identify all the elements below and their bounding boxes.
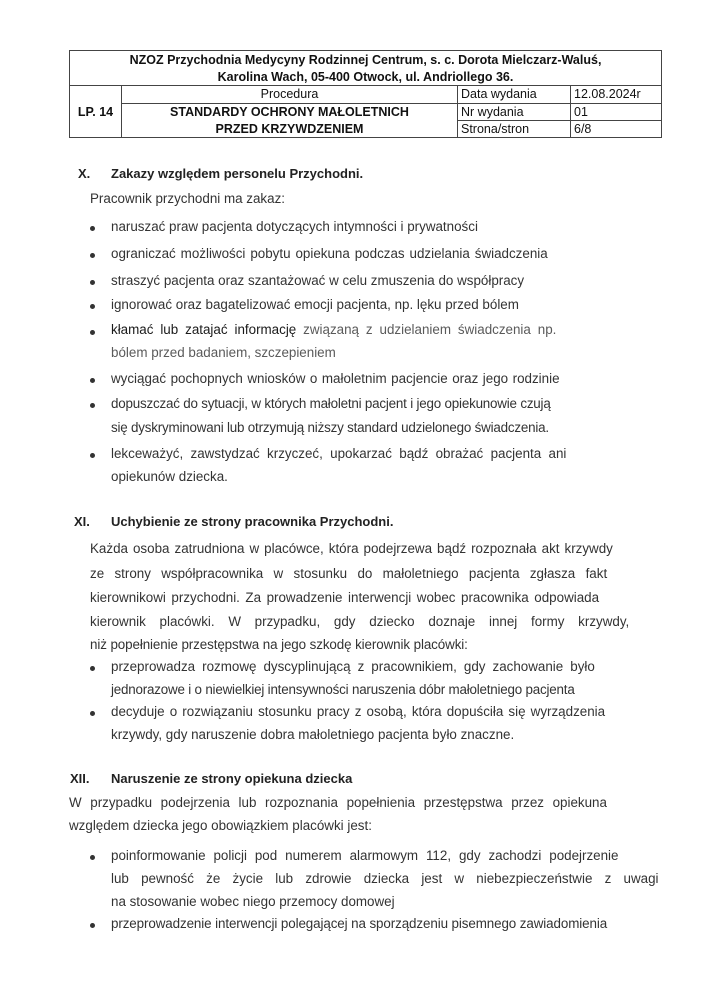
document-header-table: [69, 50, 662, 138]
list-item: poinformowanie policji pod numerem alarmowym 112, gdy zachodzi podejrzenie: [111, 848, 619, 863]
paragraph-line: Każda osoba zatrudniona w placówce, która podejrzewa bądź rozpoznała akt krzywdy: [90, 541, 613, 556]
list-item-continuation: się dyskryminowani lub otrzymują niższy standard udzielonego świadczenia.: [111, 420, 549, 435]
paragraph-line: niż popełnienie przestępstwa na jego szkodę kierownik placówki:: [90, 637, 468, 652]
list-item: przeprowadza rozmowę dyscyplinującą z pracownikiem, gdy zachowanie było: [111, 659, 595, 674]
list-item-continuation: krzywdy, gdy naruszenie dobra małoletniego pacjenta było znaczne.: [111, 727, 515, 742]
list-item: dopuszczać do sytuacji, w których małoletni pacjent i jego opiekunowie czują: [111, 396, 551, 411]
bullet-icon: [90, 855, 96, 861]
list-item: ignorować oraz bagatelizować emocji pacjenta, np. lęku przed bólem: [111, 297, 519, 312]
org-line-2: Karolina Wach, 05-400 Otwock, ul. Andriollego 36.: [217, 70, 514, 84]
bullet-icon: [90, 253, 96, 259]
title-line-2: PRZED KRZYWDZENIEM: [215, 122, 364, 136]
section-number: XII.: [70, 771, 90, 786]
section-intro: Pracownik przychodni ma zakaz:: [90, 191, 285, 206]
list-item-continuation: lub pewność że życie lub zdrowie dziecka jest w niebezpieczeństwie z uwagi: [111, 871, 659, 886]
paragraph-line: względem dziecka jego obowiązkiem placówki jest:: [69, 818, 372, 833]
procedure-label: Procedura: [122, 86, 458, 104]
organization-name: [70, 51, 661, 86]
emphasized-text: kłamać lub zatajać informację: [111, 322, 297, 337]
page-label: Strona/stron: [458, 121, 571, 138]
procedure-title: [122, 104, 458, 138]
issue-date-label: Data wydania: [458, 86, 571, 104]
bullet-icon: [90, 378, 96, 384]
list-item: naruszać praw pacjenta dotyczących intymności i prywatności: [111, 219, 478, 234]
list-item-continuation: jednorazowe i o niewielkiej intensywności naruszenia dóbr małoletniego pacjenta: [111, 682, 575, 697]
list-item: wyciągać pochopnych wniosków o małoletnim pacjencie oraz jego rodzinie: [111, 371, 560, 386]
title-line-1: STANDARDY OCHRONY MAŁOLETNICH: [170, 105, 409, 119]
section-number: X.: [78, 166, 91, 181]
list-item: ograniczać możliwości pobytu opiekuna podczas udzielania świadczenia: [111, 246, 548, 261]
paragraph-line: kierownik placówki. W przypadku, gdy dziecko doznaje innej formy krzywdy,: [90, 614, 630, 629]
bullet-icon: [90, 226, 96, 232]
list-item-continuation: na stosowanie wobec niego przemocy domowej: [111, 894, 395, 909]
section-heading: Uchybienie ze strony pracownika Przychodni.: [111, 514, 394, 529]
bullet-icon: [90, 304, 96, 310]
paragraph-line: W przypadku podejrzenia lub rozpoznania popełnienia przestępstwa przez opiekuna: [69, 795, 607, 810]
org-line-1: NZOZ Przychodnia Medycyny Rodzinnej Centrum, s. c. Dorota Mielczarz-Waluś,: [129, 53, 602, 67]
list-item: przeprowadzenie interwencji polegającej na sporządzeniu pisemnego zawiadomienia: [111, 916, 608, 931]
issue-number-label: Nr wydania: [458, 104, 571, 121]
list-item-text: związaną z udzielaniem świadczenia np.: [296, 322, 557, 337]
bullet-icon: [90, 280, 96, 286]
list-item: lekceważyć, zawstydzać krzyczeć, upokarzać bądź obrażać pacjenta ani: [111, 446, 567, 461]
list-item: [111, 322, 556, 337]
list-item: straszyć pacjenta oraz szantażować w celu zmuszenia do współpracy: [111, 273, 525, 288]
page-value: 6/8: [574, 122, 592, 136]
procedure-number: LP. 14: [70, 86, 122, 138]
section-heading: Zakazy względem personelu Przychodni.: [111, 166, 364, 181]
paragraph-line: ze strony współpracownika w stosunku do małoletniego pacjenta zgłasza fakt: [90, 566, 608, 581]
paragraph-line: kierownikowi przychodni. Za prowadzenie interwencji wobec pracownika odpowiada: [90, 590, 600, 605]
list-item-continuation: opiekunów dziecka.: [111, 469, 228, 484]
bullet-icon: [90, 403, 96, 409]
section-heading: Naruszenie ze strony opiekuna dziecka: [111, 771, 353, 786]
bullet-icon: [90, 711, 96, 717]
bullet-icon: [90, 453, 96, 459]
bullet-icon: [90, 923, 96, 929]
section-number: XI.: [74, 514, 90, 529]
issue-date-value: 12.08.2024r: [571, 86, 662, 104]
list-item-continuation: bólem przed badaniem, szczepieniem: [111, 345, 336, 360]
bullet-icon: [90, 330, 96, 336]
list-item: decyduje o rozwiązaniu stosunku pracy z osobą, która dopuściła się wyrządzenia: [111, 704, 606, 719]
issue-number-value: 01: [571, 104, 662, 121]
bullet-icon: [90, 666, 96, 672]
